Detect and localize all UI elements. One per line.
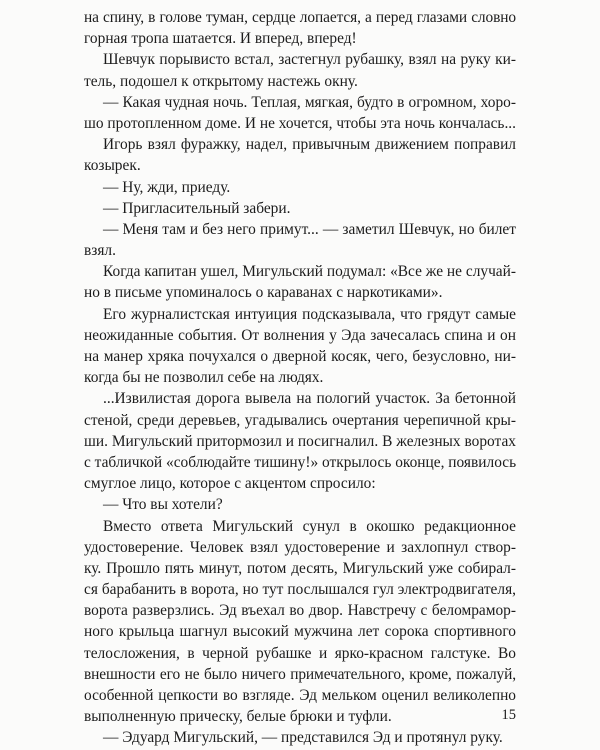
text-line: ...Извилистая дорога вывела на пологий участок. За бетонной: [103, 390, 516, 408]
text-line: тель, подошел к открытому настежь окну.: [84, 72, 358, 90]
text-line: ку. Прошло пять минут, потом десять, Мигульский уже собирал-: [84, 559, 516, 577]
text-line: когда бы не позволил себе на людях.: [84, 369, 324, 387]
text-line: выполненную прическу, белые брюки и туфли.: [84, 708, 392, 726]
text-line: неожиданные события. От волнения у Эда зачесалась спина и он: [84, 326, 516, 344]
text-line: Игорь взял фуражку, надел, привычным движением поправил: [103, 136, 516, 154]
text-line: — Какая чудная ночь. Теплая, мягкая, будто в огромном, хоро-: [103, 93, 516, 111]
page-text: [84, 7, 516, 749]
text-line: внешности его не было ничего примечательного, кроме, пожалуй,: [84, 665, 516, 683]
text-line: ся барабанить в ворота, но тут послышался гул электродвигателя,: [84, 581, 516, 599]
text-line: — Пригласительный забери.: [103, 199, 291, 217]
text-line: — Что вы хотели?: [103, 496, 223, 514]
text-line: шо протопленном доме. И не хочется, чтобы эта ночь кончалась...: [84, 114, 516, 132]
text-line: но в письме упоминалось о караванах с наркотиками».: [84, 284, 443, 302]
text-line: Его журналистская интуиция подсказывала, что грядут самые: [103, 305, 516, 323]
text-line: горная тропа шатается. И вперед, вперед!: [84, 30, 357, 48]
text-line: ши. Мигульский притормозил и посигналил. В железных воротах: [84, 432, 516, 450]
text-line: удостоверение. Человек взял удостоверение и захлопнул створ-: [84, 538, 516, 556]
page-number: 15: [501, 707, 516, 723]
text-line: с табличкой «соблюдайте тишину!» открылось оконце, появилось: [84, 453, 517, 471]
text-line: особенной цепкости во взгляде. Эд мельком оценил великолепно: [84, 687, 516, 704]
text-line: смуглое лицо, которое с акцентом спросило:: [84, 475, 376, 493]
text-line: Шевчук порывисто встал, застегнул рубашку, взял на руку ки-: [103, 51, 516, 69]
text-line: на манер хряка почухался о дверной косяк, чего, безусловно, ни-: [84, 348, 516, 365]
text-line: — Ну, жди, приеду.: [103, 178, 231, 196]
text-line: на спину, в голове туман, сердце лопается, а перед глазами словно: [84, 9, 516, 26]
text-line: козырек.: [84, 157, 141, 175]
text-line: — Меня там и без него примут... — заметил Шевчук, но билет: [103, 220, 516, 238]
text-line: — Эдуард Мигульский, — представился Эд и протянул руку.: [103, 729, 503, 747]
text-line: ного крыльца шагнул высокий мужчина лет сорока спортивного: [84, 623, 516, 641]
text-line: Когда капитан ушел, Мигульский подумал: «Все же не случай-: [103, 263, 516, 281]
text-line: стеной, среди деревьев, угадывались очертания черепичной кры-: [84, 411, 516, 429]
text-line: Вместо ответа Мигульский сунул в окошко редакционное: [103, 517, 516, 535]
text-line: взял.: [84, 242, 116, 260]
text-line: ворота разверзлись. Эд въехал во двор. Навстречу с беломрамор-: [84, 602, 516, 620]
text-line: телосложения, в черной рубашке и ярко-красном галстуке. Во: [84, 644, 516, 662]
